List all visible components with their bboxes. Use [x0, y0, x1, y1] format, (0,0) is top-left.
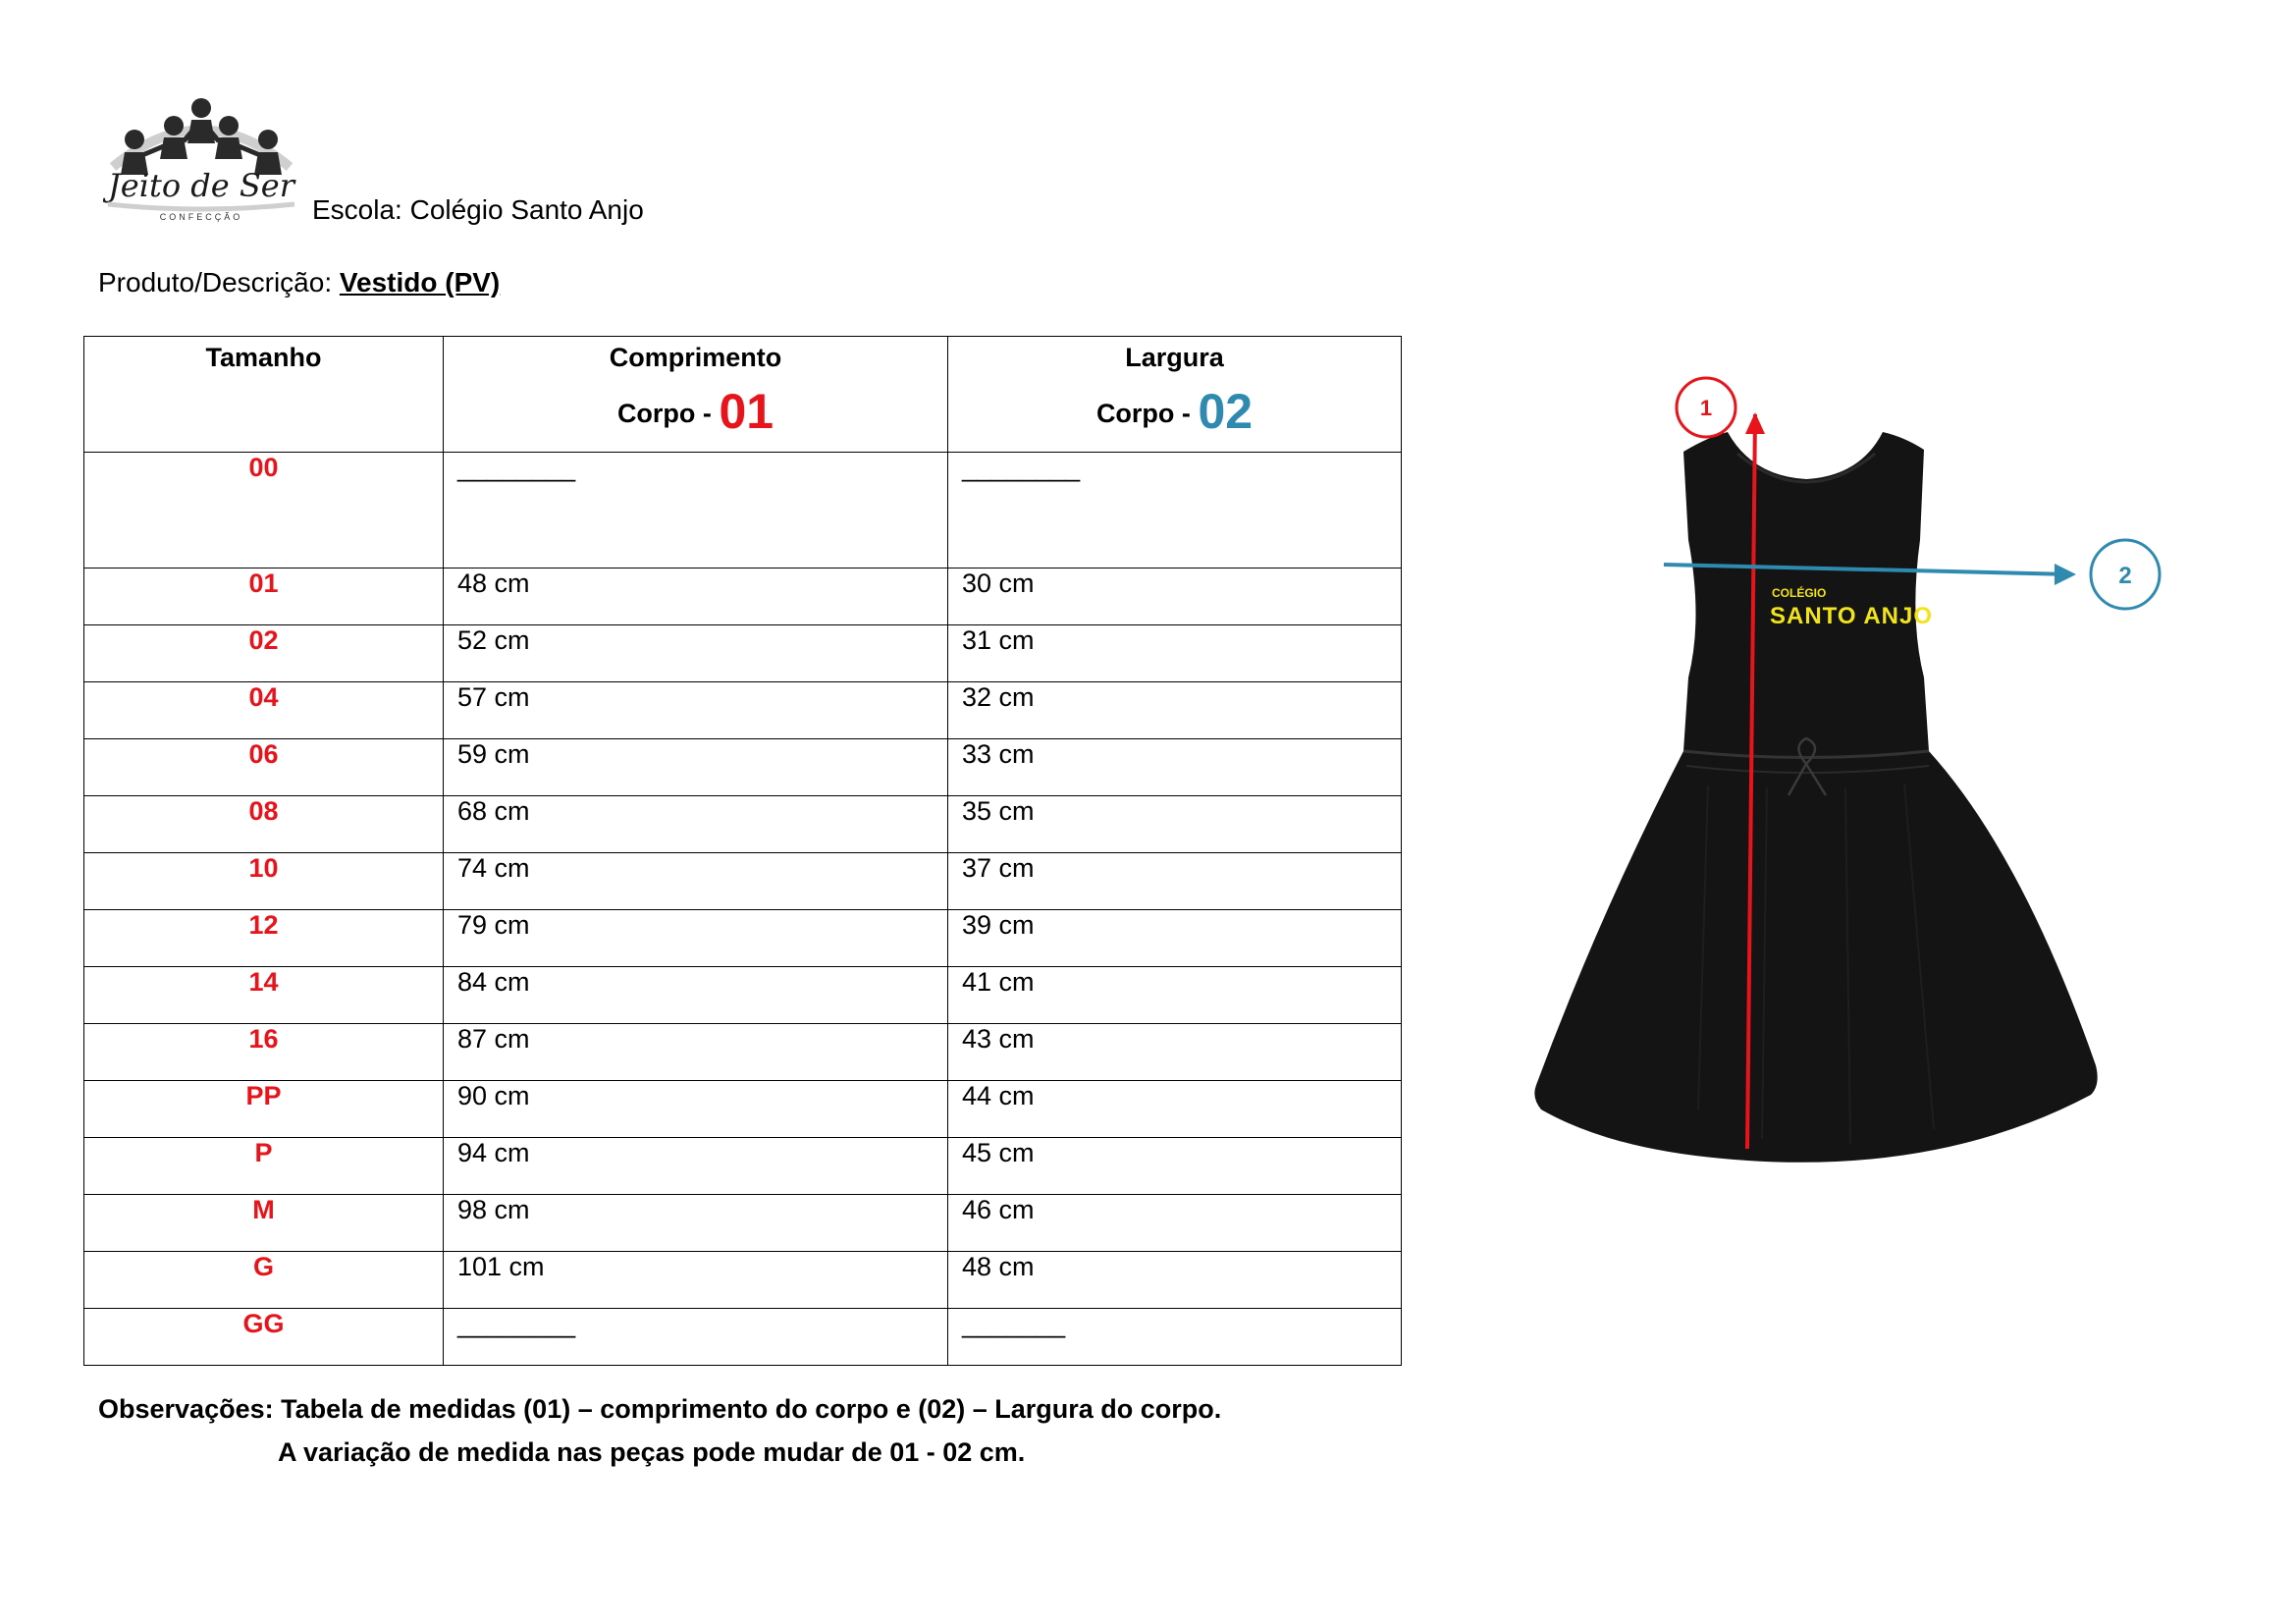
width-cell: 48 cm	[948, 1252, 1402, 1309]
product-value: Vestido (PV)	[339, 267, 501, 298]
product-line	[98, 267, 500, 298]
length-cell: ________	[444, 453, 948, 568]
width-cell: 44 cm	[948, 1081, 1402, 1138]
dress-icon	[1534, 432, 2097, 1163]
table-row	[84, 1138, 1402, 1195]
length-cell: 59 cm	[444, 739, 948, 796]
notes-line-1: Observações: Tabela de medidas (01) – comprimento do corpo e (02) – Largura do corpo.	[98, 1394, 1222, 1424]
table-row	[84, 967, 1402, 1024]
length-cell: 79 cm	[444, 910, 948, 967]
length-cell: 98 cm	[444, 1195, 948, 1252]
length-cell: 87 cm	[444, 1024, 948, 1081]
width-cell: 32 cm	[948, 682, 1402, 739]
length-cell: 74 cm	[444, 853, 948, 910]
length-cell: 52 cm	[444, 625, 948, 682]
length-cell: 94 cm	[444, 1138, 948, 1195]
table-header-row	[84, 337, 1402, 453]
size-cell: G	[84, 1252, 444, 1309]
table-row	[84, 1309, 1402, 1366]
width-marker-label: 2	[2118, 563, 2132, 589]
logo-text: Jeito de Ser	[107, 167, 295, 204]
table-row	[84, 1195, 1402, 1252]
width-number: 02	[1198, 384, 1254, 439]
size-cell: M	[84, 1195, 444, 1252]
width-cell: 33 cm	[948, 739, 1402, 796]
print-main: SANTO ANJO	[1770, 603, 1934, 629]
logo-subtext: CONFECÇÃO	[159, 212, 243, 222]
size-cell: 04	[84, 682, 444, 739]
width-cell: 39 cm	[948, 910, 1402, 967]
width-cell: 35 cm	[948, 796, 1402, 853]
width-cell: 45 cm	[948, 1138, 1402, 1195]
table-row	[84, 1024, 1402, 1081]
width-cell: 46 cm	[948, 1195, 1402, 1252]
length-cell: 48 cm	[444, 568, 948, 625]
size-cell: 08	[84, 796, 444, 853]
header-length: Comprimento Corpo - 01	[444, 337, 948, 453]
length-cell: ________	[444, 1309, 948, 1366]
product-label: Produto/Descrição:	[98, 267, 333, 298]
width-cell: 31 cm	[948, 625, 1402, 682]
size-table	[83, 336, 1402, 1366]
width-cell: 37 cm	[948, 853, 1402, 910]
table-row	[84, 739, 1402, 796]
size-cell: GG	[84, 1309, 444, 1366]
length-cell: 90 cm	[444, 1081, 948, 1138]
table-row	[84, 625, 1402, 682]
table-row	[84, 1252, 1402, 1309]
size-cell: 06	[84, 739, 444, 796]
length-cell: 57 cm	[444, 682, 948, 739]
header-width: Largura Corpo - 02	[948, 337, 1402, 453]
length-arrow-head	[1745, 412, 1765, 434]
table-row	[84, 796, 1402, 853]
length-marker-label: 1	[1699, 396, 1713, 420]
table-row	[84, 453, 1402, 568]
table-row	[84, 1081, 1402, 1138]
header-size: Tamanho	[84, 337, 444, 453]
dress-illustration	[1512, 363, 2199, 1178]
size-cell: 16	[84, 1024, 444, 1081]
size-cell: 02	[84, 625, 444, 682]
table-row	[84, 682, 1402, 739]
size-cell: PP	[84, 1081, 444, 1138]
length-number: 01	[719, 384, 774, 439]
notes-line-2: A variação de medida nas peças pode mudar de 01 - 02 cm.	[278, 1437, 1026, 1467]
size-cell: P	[84, 1138, 444, 1195]
width-cell: 41 cm	[948, 967, 1402, 1024]
brand-logo	[103, 98, 299, 226]
school-label: Escola: Colégio Santo Anjo	[312, 194, 644, 225]
width-cell: _______	[948, 1309, 1402, 1366]
table-row	[84, 853, 1402, 910]
size-cell: 10	[84, 853, 444, 910]
width-cell: 30 cm	[948, 568, 1402, 625]
print-top: COLÉGIO	[1772, 586, 1827, 600]
size-cell: 00	[84, 453, 444, 568]
table-row	[84, 910, 1402, 967]
size-cell: 14	[84, 967, 444, 1024]
people-icon	[121, 98, 282, 175]
length-cell: 68 cm	[444, 796, 948, 853]
length-cell: 101 cm	[444, 1252, 948, 1309]
table-row	[84, 568, 1402, 625]
table-body	[84, 453, 1402, 1366]
width-cell: 43 cm	[948, 1024, 1402, 1081]
width-cell: ________	[948, 453, 1402, 568]
size-cell: 12	[84, 910, 444, 967]
length-cell: 84 cm	[444, 967, 948, 1024]
size-cell: 01	[84, 568, 444, 625]
width-arrow-head	[2055, 564, 2076, 585]
